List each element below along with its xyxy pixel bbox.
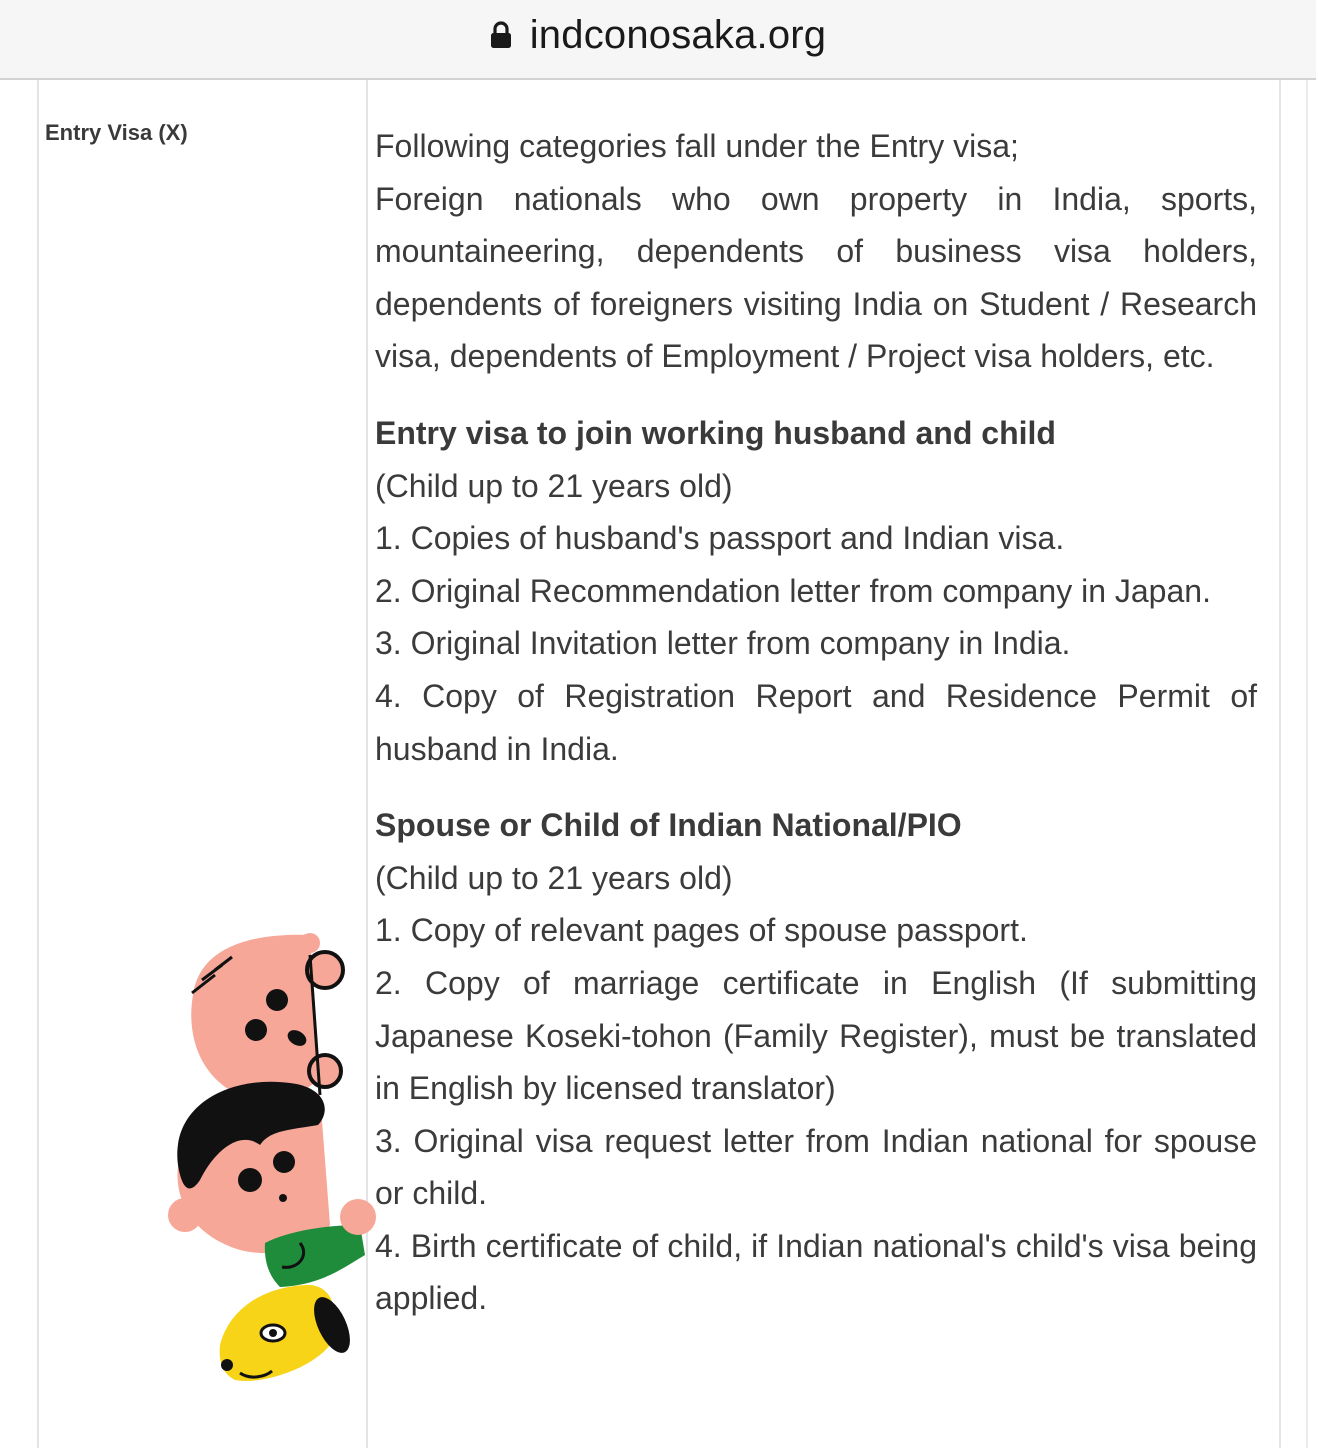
- url-container[interactable]: [490, 13, 827, 58]
- intro-line: Following categories fall under the Entry visa;: [375, 128, 1019, 164]
- section-subheading: (Child up to 21 years old): [375, 859, 733, 896]
- section-heading-working-husband: Entry visa to join working husband and child: [375, 414, 1056, 451]
- section-heading-spouse-child: Spouse or Child of Indian National/PIO: [375, 807, 962, 844]
- list-item: 2. Copy of marriage certificate in English (If submitting Japanese Koseki-tohon (Family Register), must be translated in English by licensed translator): [375, 964, 1257, 1107]
- list-item: 3. Original Invitation letter from company in India.: [375, 625, 1071, 662]
- yellow-dog-icon: [220, 1285, 358, 1381]
- section-spacer: [375, 775, 1257, 799]
- boy-face-icon: [168, 1082, 330, 1253]
- list-item: 1. Copy of relevant pages of spouse passport.: [375, 912, 1028, 949]
- url-text[interactable]: indconosaka.org: [529, 12, 827, 57]
- list-item: 1. Copies of husband's passport and Indian visa.: [375, 520, 1065, 557]
- section-subheading: (Child up to 21 years old): [375, 467, 733, 504]
- list-item: 4. Birth certificate of child, if Indian national's child's visa being applied.: [375, 1227, 1257, 1317]
- list-item: 4. Copy of Registration Report and Residence Permit of husband in India.: [375, 677, 1257, 767]
- cartoon-sticker-illustration: [160, 925, 380, 1395]
- lock-icon: [490, 21, 512, 49]
- section-spacer: [375, 383, 1257, 407]
- intro-body: Foreign nationals who own property in India, sports, mountaineering, dependents of business visa holders, dependents of foreigners visiting India on Student / Research visa, dependents of Employment / Project visa holders, etc.: [375, 180, 1257, 375]
- list-item: 3. Original visa request letter from Indian national for spouse or child.: [375, 1122, 1257, 1212]
- list-item: 2. Original Recommendation letter from company in Japan.: [375, 572, 1211, 609]
- pink-face-icon: [191, 933, 343, 1098]
- visa-type-label: Entry Visa (X): [45, 120, 188, 145]
- visa-details-cell: [375, 120, 1257, 1325]
- browser-url-bar[interactable]: [0, 0, 1316, 80]
- page-edge-rule: [1306, 80, 1308, 1448]
